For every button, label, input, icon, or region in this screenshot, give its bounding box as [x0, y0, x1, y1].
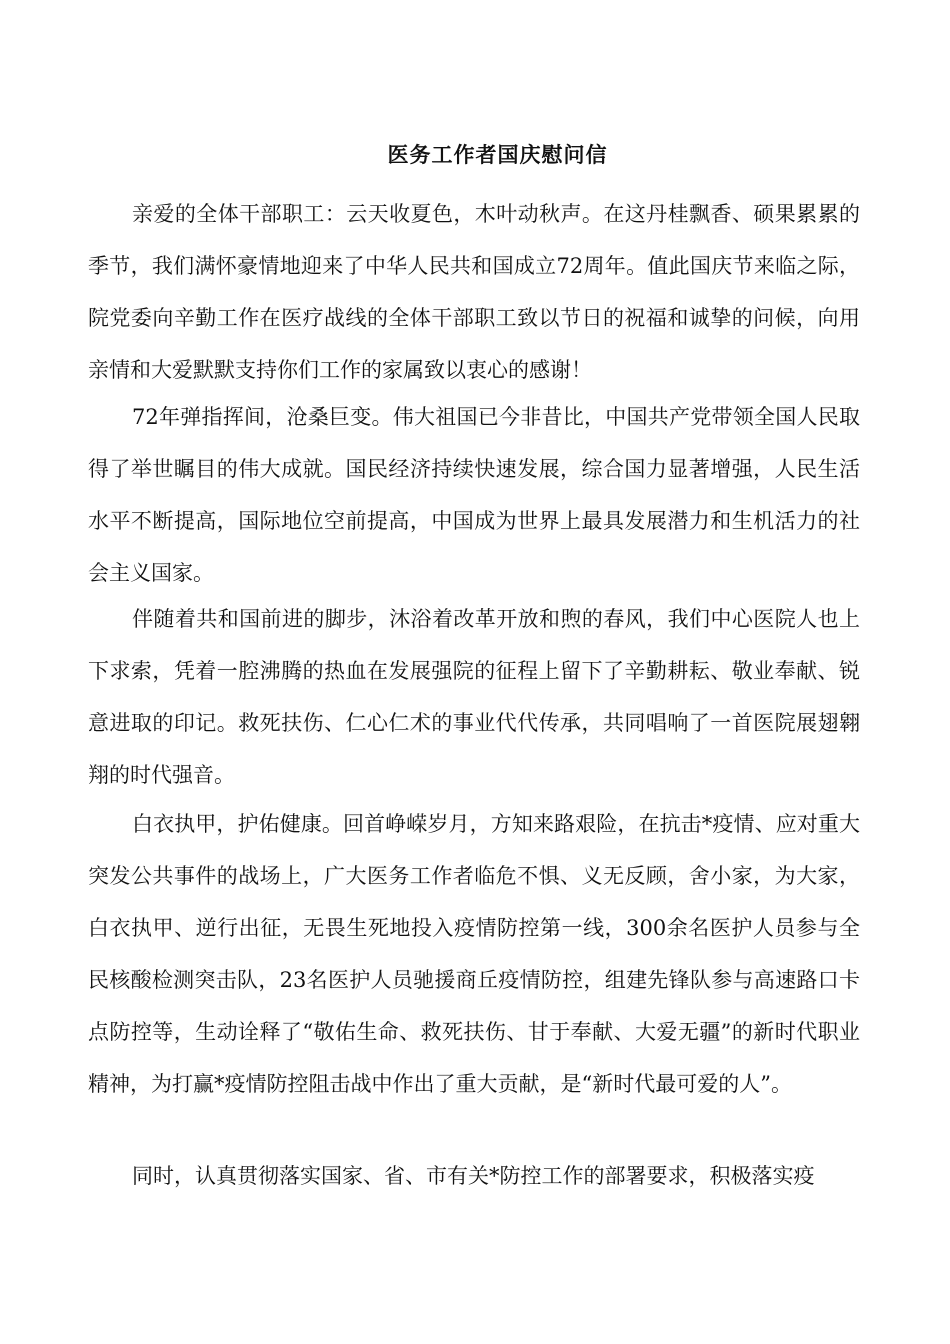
paragraph-greeting: 亲爱的全体干部职工：云天收夏色，木叶动秋声。在这丹桂飘香、硕果累累的季节，我们满怀豪情地迎来了中华人民共和国成立72周年。值此国庆节来临之际，院党委向辛勤工作在医疗战线的全体干部职工致以节日的祝福和诚挚的问候，向用亲情和大爱默默支持你们工作的家属致以衷心的感谢！	[88, 202, 860, 382]
paragraph-epidemic-fight: 白衣执甲，护佑健康。回首峥嵘岁月，方知来路艰险，在抗击*疫情、应对重大突发公共事件的战场上，广大医务工作者临危不惧、义无反顾，舍小家，为大家，白衣执甲、逆行出征，无畏生死地投入疫情防控第一线，300余名医护人员参与全民核酸检测突击队，23名医护人员驰援商丘疫情防控，组建先锋队参与高速路口卡点防控等，生动诠释了“敬佑生命、救死扶伤、甘于奉献、大爱无疆”的新时代职业精神，为打赢*疫情防控阻击战中作出了重大贡献，是“新时代最可爱的人”。	[88, 812, 860, 1096]
paragraph-hospital-development: 伴随着共和国前进的脚步，沐浴着改革开放和煦的春风，我们中心医院人也上下求索，凭着一腔沸腾的热血在发展强院的征程上留下了辛勤耕耘、敬业奉献、锐意进取的印记。救死扶伤、仁心仁术的事业代代传承，共同唱响了一首医院展翅翱翔的时代强音。	[88, 607, 860, 787]
paragraph-achievements: 72年弹指挥间，沧桑巨变。伟大祖国已今非昔比，中国共产党带领全国人民取得了举世瞩目的伟大成就。国民经济持续快速发展，综合国力显著增强，人民生活水平不断提高，国际地位空前提高，中国成为世界上最具发展潜力和生机活力的社会主义国家。	[88, 405, 860, 585]
document-title: 医务工作者国庆慰问信	[387, 142, 608, 167]
paragraph-prevention-work: 同时，认真贯彻落实国家、省、市有关*防控工作的部署要求，积极落实疫	[132, 1164, 815, 1188]
